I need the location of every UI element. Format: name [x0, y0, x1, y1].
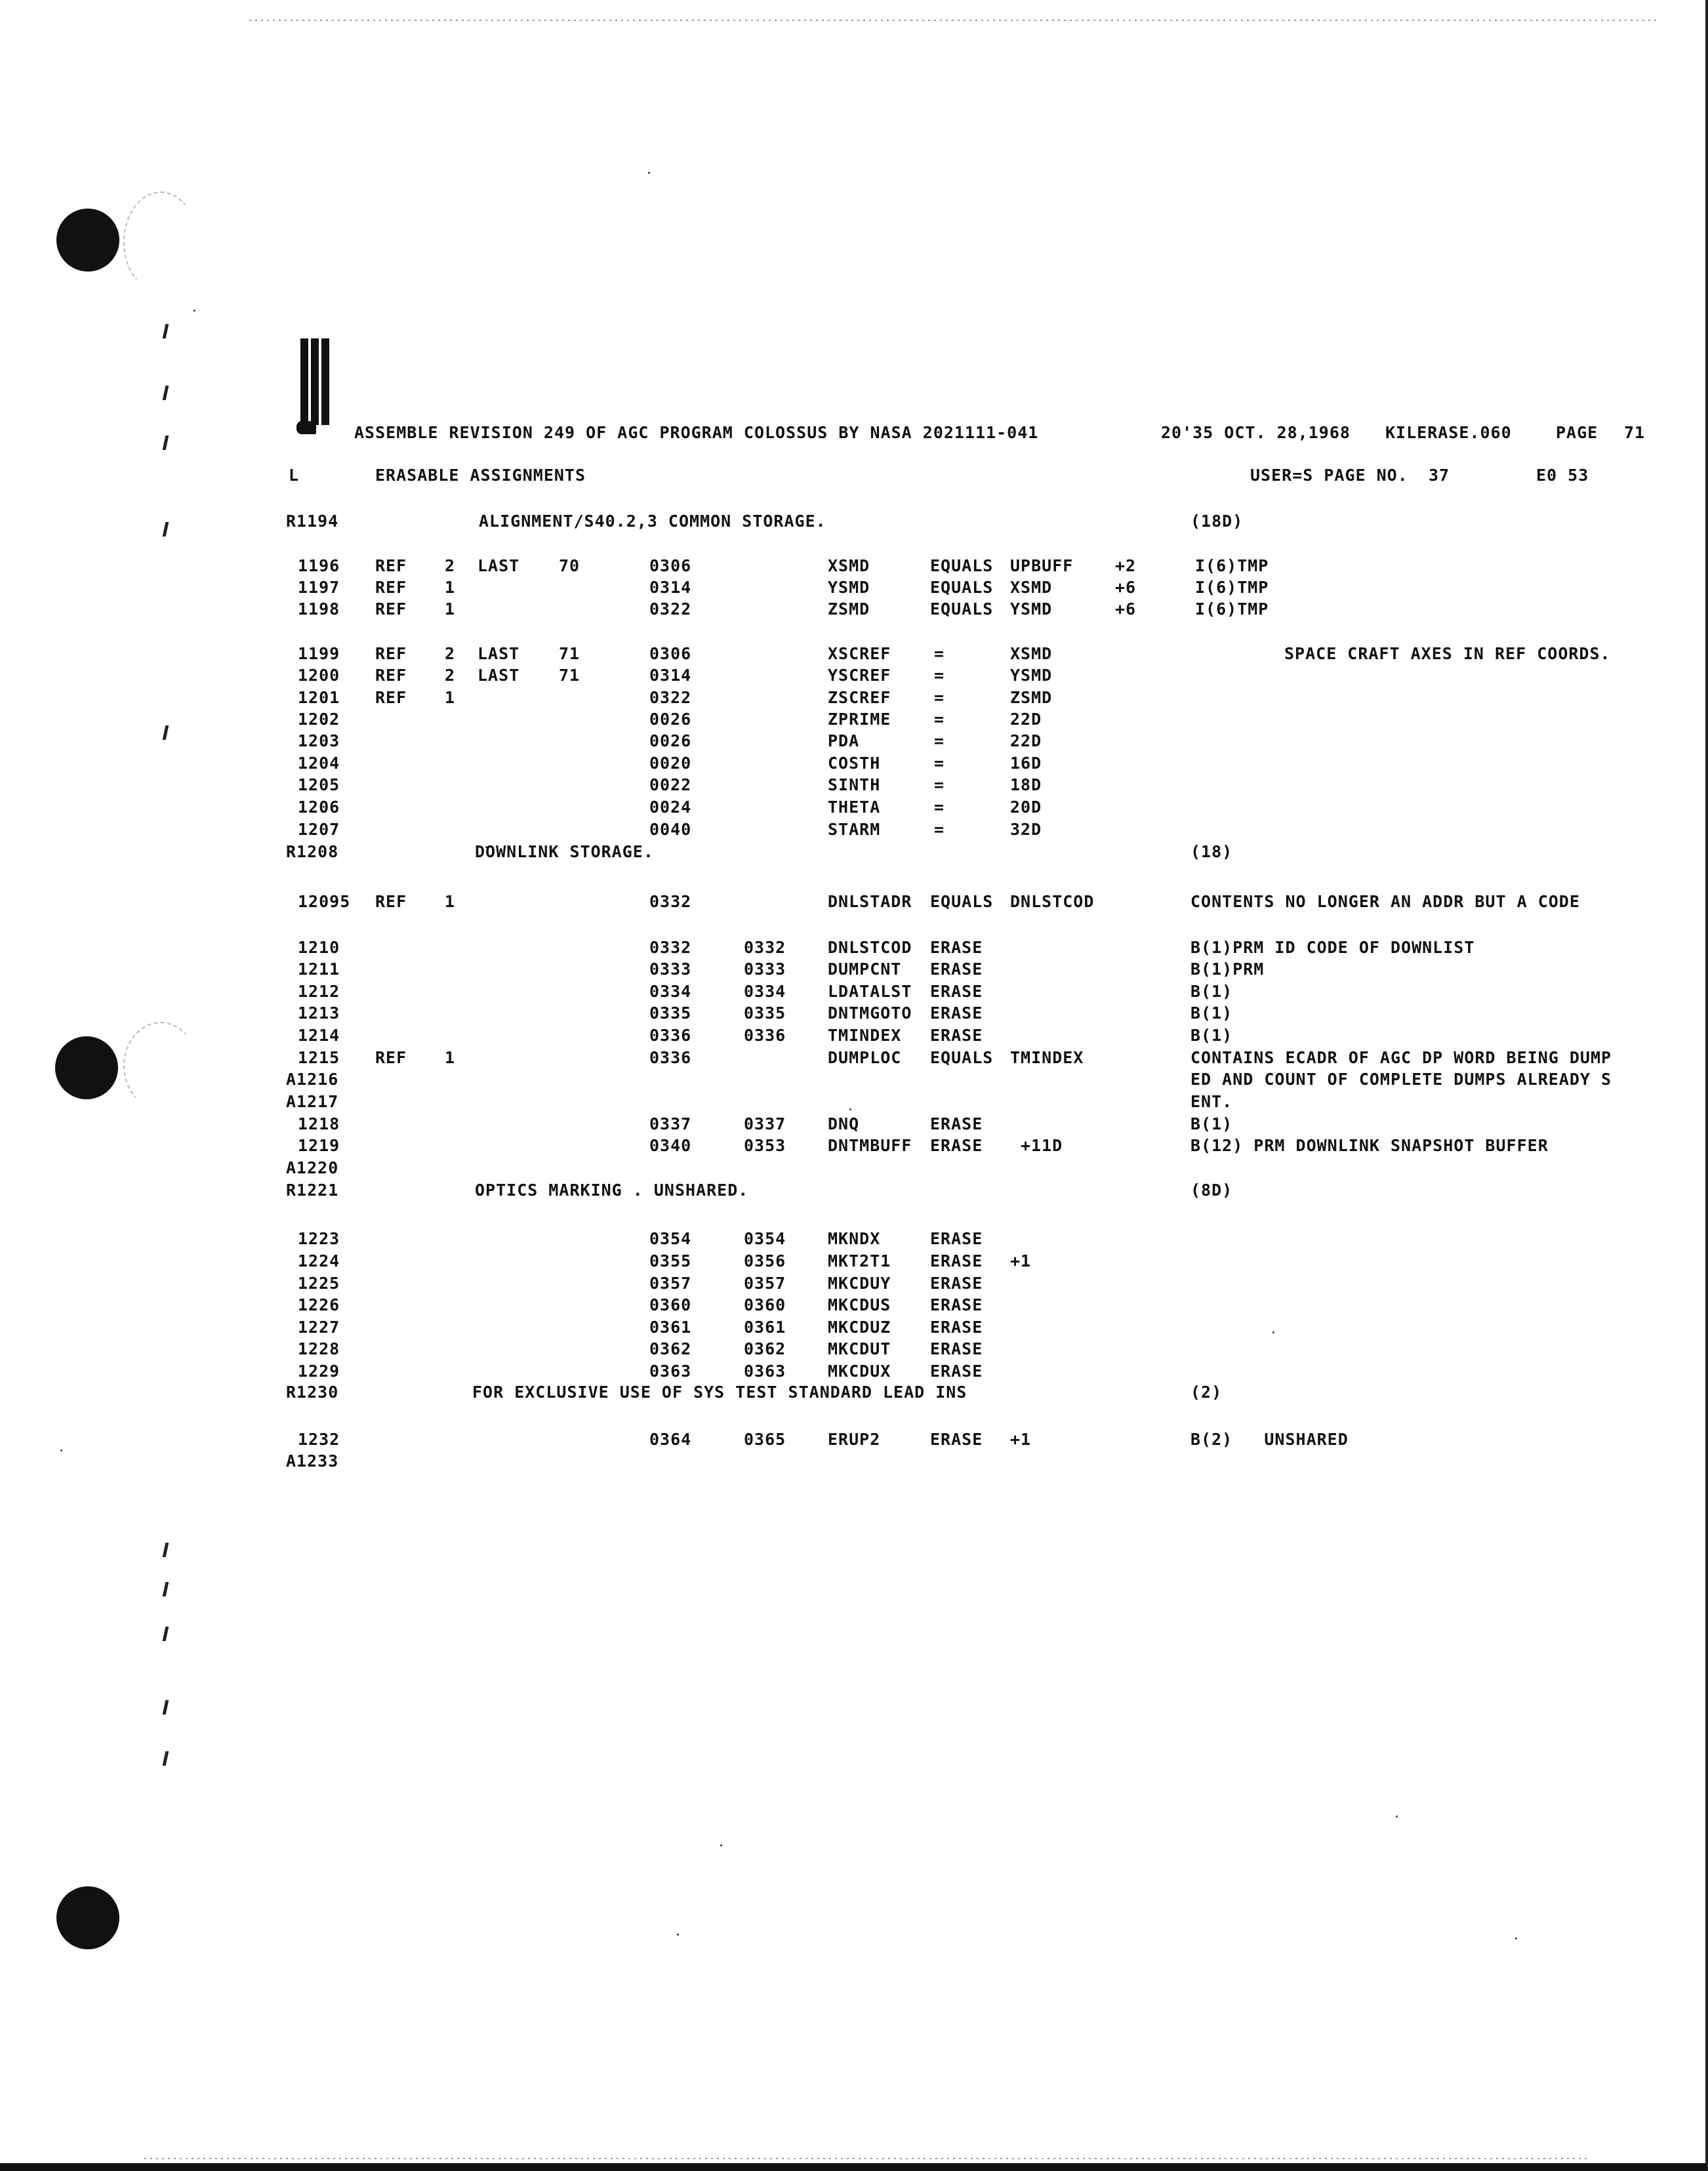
scan-noise-bottom: [144, 2158, 1587, 2159]
line-symbol: DNTMBUFF: [828, 1136, 912, 1155]
line-address: 0362: [649, 1339, 692, 1358]
line-operand: UPBUFF: [1010, 556, 1074, 575]
line-symbol: ERUP2: [828, 1430, 881, 1449]
line-ref: REF: [375, 556, 407, 575]
line-id: 1218: [298, 1114, 340, 1133]
line-opcode: =: [934, 754, 945, 773]
line-ref: REF: [375, 644, 407, 663]
section-heading: OPTICS MARKING . UNSHARED.: [475, 1181, 749, 1200]
line-operand: ZSMD: [1010, 688, 1053, 707]
line-ref: REF: [375, 1048, 407, 1067]
line-symbol: MKCDUX: [828, 1362, 891, 1381]
line-id: 1214: [298, 1026, 340, 1045]
section-code: E0 53: [1536, 466, 1589, 485]
line-operand: 22D: [1010, 731, 1042, 750]
line-address-end: 0362: [744, 1339, 786, 1358]
speck: [720, 1844, 722, 1846]
line-opcode: ERASE: [930, 1251, 983, 1270]
line-comment: I(6)TMP: [1195, 599, 1269, 619]
line-address: 0322: [649, 688, 692, 707]
line-symbol: XSCREF: [828, 644, 891, 663]
line-symbol: LDATALST: [828, 982, 912, 1001]
line-last: LAST: [478, 666, 520, 685]
listing-start-marker: [300, 338, 332, 425]
punch-hole-top: [56, 209, 119, 272]
line-opcode: =: [934, 710, 945, 729]
line-address-end: 0360: [744, 1295, 786, 1314]
line-operand: XSMD: [1010, 644, 1053, 663]
line-symbol: PDA: [828, 731, 860, 750]
line-id: R1194: [286, 512, 339, 531]
line-symbol: MKCDUZ: [828, 1318, 891, 1337]
line-id: 1229: [298, 1362, 340, 1381]
section-marker: L: [289, 466, 300, 485]
line-symbol: MKCDUS: [828, 1295, 891, 1314]
line-address: 0333: [649, 960, 692, 979]
line-address: 0334: [649, 982, 692, 1001]
line-id: 12095: [298, 892, 351, 911]
line-address-end: 0365: [744, 1430, 786, 1449]
line-symbol: SINTH: [828, 775, 881, 794]
page-number: 71: [1624, 423, 1646, 442]
line-symbol: DNLSTCOD: [828, 938, 912, 957]
line-address-end: 0361: [744, 1318, 786, 1337]
line-ref-count: 1: [445, 1048, 456, 1067]
line-opcode: =: [934, 731, 945, 750]
line-symbol: THETA: [828, 798, 881, 817]
line-symbol: STARM: [828, 820, 881, 839]
page-label: PAGE: [1556, 423, 1598, 442]
speck: [1515, 1938, 1517, 1939]
line-address-end: 0337: [744, 1114, 786, 1133]
line-opcode: ERASE: [930, 1136, 983, 1155]
line-symbol: COSTH: [828, 754, 881, 773]
line-opcode: =: [934, 820, 945, 839]
speck: [1396, 1816, 1398, 1817]
line-opcode: =: [934, 688, 945, 707]
line-ref: REF: [375, 666, 407, 685]
line-offset: +6: [1115, 599, 1137, 619]
line-symbol: XSMD: [828, 556, 870, 575]
line-address: 0322: [649, 599, 692, 619]
speck: [849, 1108, 851, 1110]
line-symbol: DNLSTADR: [828, 892, 912, 911]
line-symbol: DNQ: [828, 1114, 860, 1133]
line-address-end: 0356: [744, 1251, 786, 1270]
line-comment: B(1)PRM: [1190, 960, 1265, 979]
line-operand: 18D: [1010, 775, 1042, 794]
line-opcode: EQUALS: [930, 1048, 994, 1067]
line-operand: +11D: [1021, 1136, 1063, 1155]
line-address: 0306: [649, 556, 692, 575]
line-opcode: ERASE: [930, 1339, 983, 1358]
line-comment: CONTENTS NO LONGER AN ADDR BUT A CODE: [1190, 892, 1580, 911]
line-comment: B(1): [1190, 1114, 1233, 1133]
line-opcode: =: [934, 644, 945, 663]
line-symbol: MKCDUT: [828, 1339, 891, 1358]
line-id: 1199: [298, 644, 340, 663]
line-opcode: ERASE: [930, 938, 983, 957]
line-address-end: 0336: [744, 1026, 786, 1045]
line-id: 1196: [298, 556, 340, 575]
line-address-end: 0334: [744, 982, 786, 1001]
line-ref: REF: [375, 599, 407, 619]
punch-hole-bottom: [56, 1886, 119, 1949]
line-operand: XSMD: [1010, 578, 1053, 597]
line-address: 0332: [649, 892, 692, 911]
line-id: 1206: [298, 798, 340, 817]
line-opcode: ERASE: [930, 1430, 983, 1449]
line-address: 0020: [649, 754, 692, 773]
line-opcode: ERASE: [930, 1004, 983, 1023]
line-id: 1226: [298, 1295, 340, 1314]
line-address: 0354: [649, 1229, 692, 1248]
line-id: 1215: [298, 1048, 340, 1067]
line-ref-count: 1: [445, 688, 456, 707]
line-id: 1200: [298, 666, 340, 685]
line-address: 0336: [649, 1048, 692, 1067]
line-ref-count: 2: [445, 666, 456, 685]
listing-timestamp: 20'35 OCT. 28,1968: [1161, 423, 1351, 442]
line-comment: B(1): [1190, 982, 1233, 1001]
speck: [1272, 1331, 1274, 1333]
line-id: 1202: [298, 710, 340, 729]
line-symbol: MKNDX: [828, 1229, 881, 1248]
line-address: 0022: [649, 775, 692, 794]
line-address: 0332: [649, 938, 692, 957]
line-id: A1216: [286, 1070, 339, 1089]
line-address: 0314: [649, 666, 692, 685]
line-id: A1233: [286, 1451, 339, 1471]
line-comment: SPACE CRAFT AXES IN REF COORDS.: [1284, 644, 1611, 663]
scan-noise-top: [249, 20, 1659, 21]
line-operand: 20D: [1010, 798, 1042, 817]
punch-hole-ghost-middle: [123, 1022, 198, 1110]
line-opcode: =: [934, 666, 945, 685]
line-address: 0336: [649, 1026, 692, 1045]
line-operand: 22D: [1010, 710, 1042, 729]
line-ref: REF: [375, 578, 407, 597]
user-page-label: USER=S PAGE NO.: [1250, 466, 1408, 485]
line-address: 0357: [649, 1274, 692, 1293]
punch-hole-ghost-top: [123, 192, 198, 293]
line-operand: 32D: [1010, 820, 1042, 839]
line-address: 0026: [649, 710, 692, 729]
line-ref: REF: [375, 688, 407, 707]
listing-title: ASSEMBLE REVISION 249 OF AGC PROGRAM COLOSSUS BY NASA 2021111-041: [354, 423, 1039, 442]
line-ref: REF: [375, 892, 407, 911]
line-comment: B(2) UNSHARED: [1190, 1430, 1349, 1449]
line-opcode: ERASE: [930, 960, 983, 979]
line-address: 0026: [649, 731, 692, 750]
line-opcode: ERASE: [930, 1318, 983, 1337]
line-offset: +6: [1115, 578, 1137, 597]
section-heading: ALIGNMENT/S40.2,3 COMMON STORAGE.: [479, 512, 826, 531]
line-address: 0361: [649, 1318, 692, 1337]
line-address: 0337: [649, 1114, 692, 1133]
line-id: 1204: [298, 754, 340, 773]
line-comment: I(6)TMP: [1195, 556, 1269, 575]
line-id: 1223: [298, 1229, 340, 1248]
line-opcode: ERASE: [930, 1274, 983, 1293]
line-comment: I(6)TMP: [1195, 578, 1269, 597]
speck: [60, 1450, 62, 1451]
line-id: A1220: [286, 1158, 339, 1177]
line-address: 0306: [649, 644, 692, 663]
speck: [677, 1934, 679, 1936]
line-id: 1211: [298, 960, 340, 979]
line-address-end: 0333: [744, 960, 786, 979]
line-ref-count: 2: [445, 644, 456, 663]
line-address-end: 0335: [744, 1004, 786, 1023]
line-comment: ED AND COUNT OF COMPLETE DUMPS ALREADY S: [1190, 1070, 1612, 1089]
line-id: 1219: [298, 1136, 340, 1155]
line-opcode: ERASE: [930, 1362, 983, 1381]
line-symbol: ZPRIME: [828, 710, 891, 729]
line-id: 1198: [298, 599, 340, 619]
line-operand: +1: [1010, 1251, 1032, 1270]
line-address: 0363: [649, 1362, 692, 1381]
section-title: ERASABLE ASSIGNMENTS: [375, 466, 586, 485]
line-last-page: 71: [559, 666, 580, 685]
line-comment: (2): [1190, 1383, 1223, 1402]
speck: [193, 310, 195, 312]
line-last: LAST: [478, 556, 520, 575]
line-symbol: MKT2T1: [828, 1251, 891, 1270]
line-comment: (18): [1190, 842, 1233, 861]
line-opcode: EQUALS: [930, 599, 994, 619]
line-opcode: ERASE: [930, 982, 983, 1001]
line-symbol: YSMD: [828, 578, 870, 597]
line-comment: (8D): [1190, 1181, 1233, 1200]
line-id: R1230: [286, 1383, 339, 1402]
line-address: 0040: [649, 820, 692, 839]
line-comment: B(1): [1190, 1004, 1233, 1023]
line-symbol: MKCDUY: [828, 1274, 891, 1293]
line-opcode: =: [934, 798, 945, 817]
line-id: R1221: [286, 1181, 339, 1200]
line-last-page: 70: [559, 556, 580, 575]
line-id: 1213: [298, 1004, 340, 1023]
line-comment: CONTAINS ECADR OF AGC DP WORD BEING DUMP: [1190, 1048, 1612, 1067]
line-operand: 16D: [1010, 754, 1042, 773]
line-opcode: EQUALS: [930, 556, 994, 575]
line-id: 1210: [298, 938, 340, 957]
line-operand: DNLSTCOD: [1010, 892, 1095, 911]
line-opcode: ERASE: [930, 1229, 983, 1248]
punch-hole-middle: [55, 1036, 118, 1099]
line-address: 0024: [649, 798, 692, 817]
line-opcode: EQUALS: [930, 578, 994, 597]
line-operand: YSMD: [1010, 666, 1053, 685]
line-address: 0364: [649, 1430, 692, 1449]
line-id: 1207: [298, 820, 340, 839]
line-ref-count: 1: [445, 892, 456, 911]
line-symbol: ZSMD: [828, 599, 870, 619]
line-address: 0335: [649, 1004, 692, 1023]
line-address: 0355: [649, 1251, 692, 1270]
line-symbol: TMINDEX: [828, 1026, 902, 1045]
line-id: 1232: [298, 1430, 340, 1449]
line-symbol: DUMPLOC: [828, 1048, 902, 1067]
line-operand: TMINDEX: [1010, 1048, 1084, 1067]
speck: [648, 172, 650, 174]
line-ref-count: 1: [445, 599, 456, 619]
line-comment: (18D): [1190, 512, 1244, 531]
line-address-end: 0332: [744, 938, 786, 957]
line-opcode: ERASE: [930, 1114, 983, 1133]
line-ref-count: 2: [445, 556, 456, 575]
line-address-end: 0357: [744, 1274, 786, 1293]
line-opcode: ERASE: [930, 1295, 983, 1314]
line-id: R1208: [286, 842, 339, 861]
line-id: 1212: [298, 982, 340, 1001]
line-last: LAST: [478, 644, 520, 663]
line-operand: YSMD: [1010, 599, 1053, 619]
line-address-end: 0354: [744, 1229, 786, 1248]
user-page-number: 37: [1429, 466, 1450, 485]
line-last-page: 71: [559, 644, 580, 663]
line-id: 1228: [298, 1339, 340, 1358]
line-address: 0314: [649, 578, 692, 597]
line-comment: ENT.: [1190, 1092, 1233, 1111]
line-ref-count: 1: [445, 578, 456, 597]
line-comment: B(1)PRM ID CODE OF DOWNLIST: [1190, 938, 1475, 957]
line-id: 1203: [298, 731, 340, 750]
line-id: 1224: [298, 1251, 340, 1270]
line-opcode: ERASE: [930, 1026, 983, 1045]
line-symbol: ZSCREF: [828, 688, 891, 707]
line-offset: +2: [1115, 556, 1137, 575]
line-id: 1201: [298, 688, 340, 707]
line-comment: B(12) PRM DOWNLINK SNAPSHOT BUFFER: [1190, 1136, 1549, 1155]
line-opcode: =: [934, 775, 945, 794]
line-id: 1205: [298, 775, 340, 794]
line-id: 1225: [298, 1274, 340, 1293]
line-id: A1217: [286, 1092, 339, 1111]
section-heading: FOR EXCLUSIVE USE OF SYS TEST STANDARD LEAD INS: [472, 1383, 967, 1402]
line-operand: +1: [1010, 1430, 1032, 1449]
line-opcode: EQUALS: [930, 892, 994, 911]
line-address-end: 0353: [744, 1136, 786, 1155]
line-id: 1227: [298, 1318, 340, 1337]
line-address-end: 0363: [744, 1362, 786, 1381]
listing-file: KILERASE.060: [1385, 423, 1512, 442]
line-symbol: YSCREF: [828, 666, 891, 685]
line-id: 1197: [298, 578, 340, 597]
line-symbol: DUMPCNT: [828, 960, 902, 979]
line-symbol: DNTMGOTO: [828, 1004, 912, 1023]
line-address: 0340: [649, 1136, 692, 1155]
line-address: 0360: [649, 1295, 692, 1314]
section-heading: DOWNLINK STORAGE.: [475, 842, 654, 861]
line-comment: B(1): [1190, 1026, 1233, 1045]
